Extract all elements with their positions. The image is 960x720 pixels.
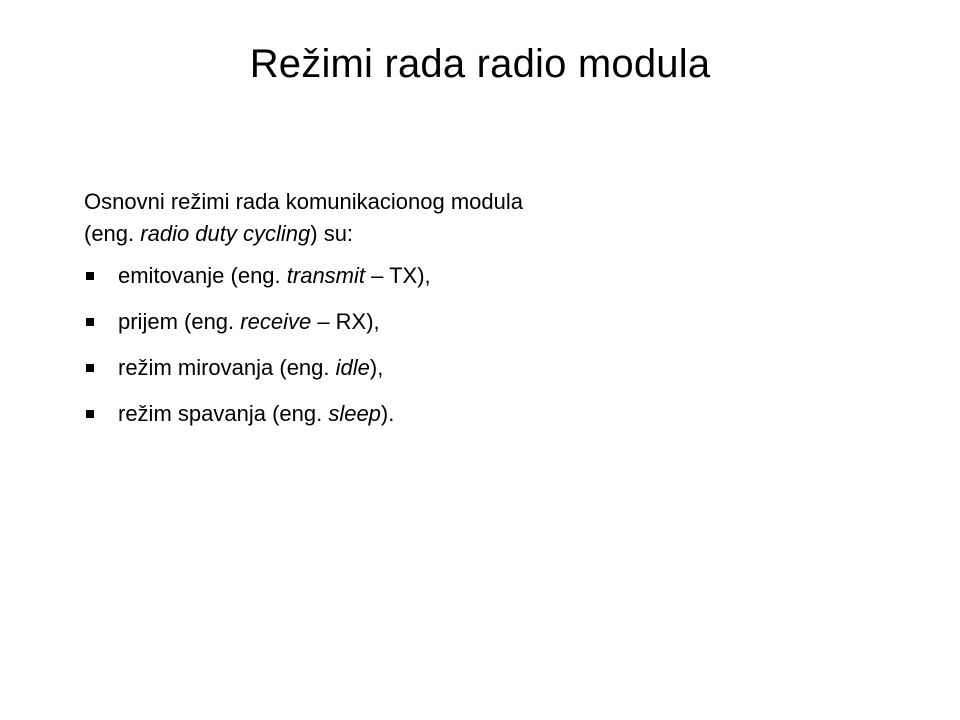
intro-line-1: Osnovni režimi rada komunikacionog modula [84, 189, 523, 214]
intro-line-2-pre: (eng. [84, 221, 141, 246]
bullet-text-italic: sleep [328, 401, 381, 426]
bullet-text-italic: receive [240, 309, 312, 334]
bullet-item [84, 260, 704, 306]
bullet-text-italic: transmit [286, 263, 366, 288]
square-bullet-icon [86, 272, 94, 280]
bullet-text-pre: režim mirovanja (eng. [118, 355, 336, 380]
bullet-item [84, 306, 704, 352]
bullet-text-post: – RX), [311, 309, 380, 334]
bullet-item [84, 352, 704, 398]
bullet-text-post: – TX), [365, 263, 431, 288]
bullet-text-post: ), [369, 355, 384, 380]
bullet-list [84, 260, 704, 444]
intro-paragraph [84, 186, 704, 250]
square-bullet-icon [86, 318, 94, 326]
intro-line-2-italic: radio duty cycling [140, 221, 311, 246]
square-bullet-icon [86, 410, 94, 418]
bullet-text-pre: prijem (eng. [118, 309, 241, 334]
intro-line-2-post: ) su: [310, 221, 354, 246]
slide-body [84, 186, 704, 444]
bullet-text-italic: idle [335, 355, 370, 380]
slide-title: Režimi rada radio modula [249, 42, 711, 86]
bullet-item [84, 398, 704, 444]
bullet-text-pre: emitovanje (eng. [118, 263, 287, 288]
square-bullet-icon [86, 364, 94, 372]
intro-line-2 [84, 218, 704, 250]
bullet-text-pre: režim spavanja (eng. [118, 401, 329, 426]
bullet-text-post: ). [380, 401, 395, 426]
